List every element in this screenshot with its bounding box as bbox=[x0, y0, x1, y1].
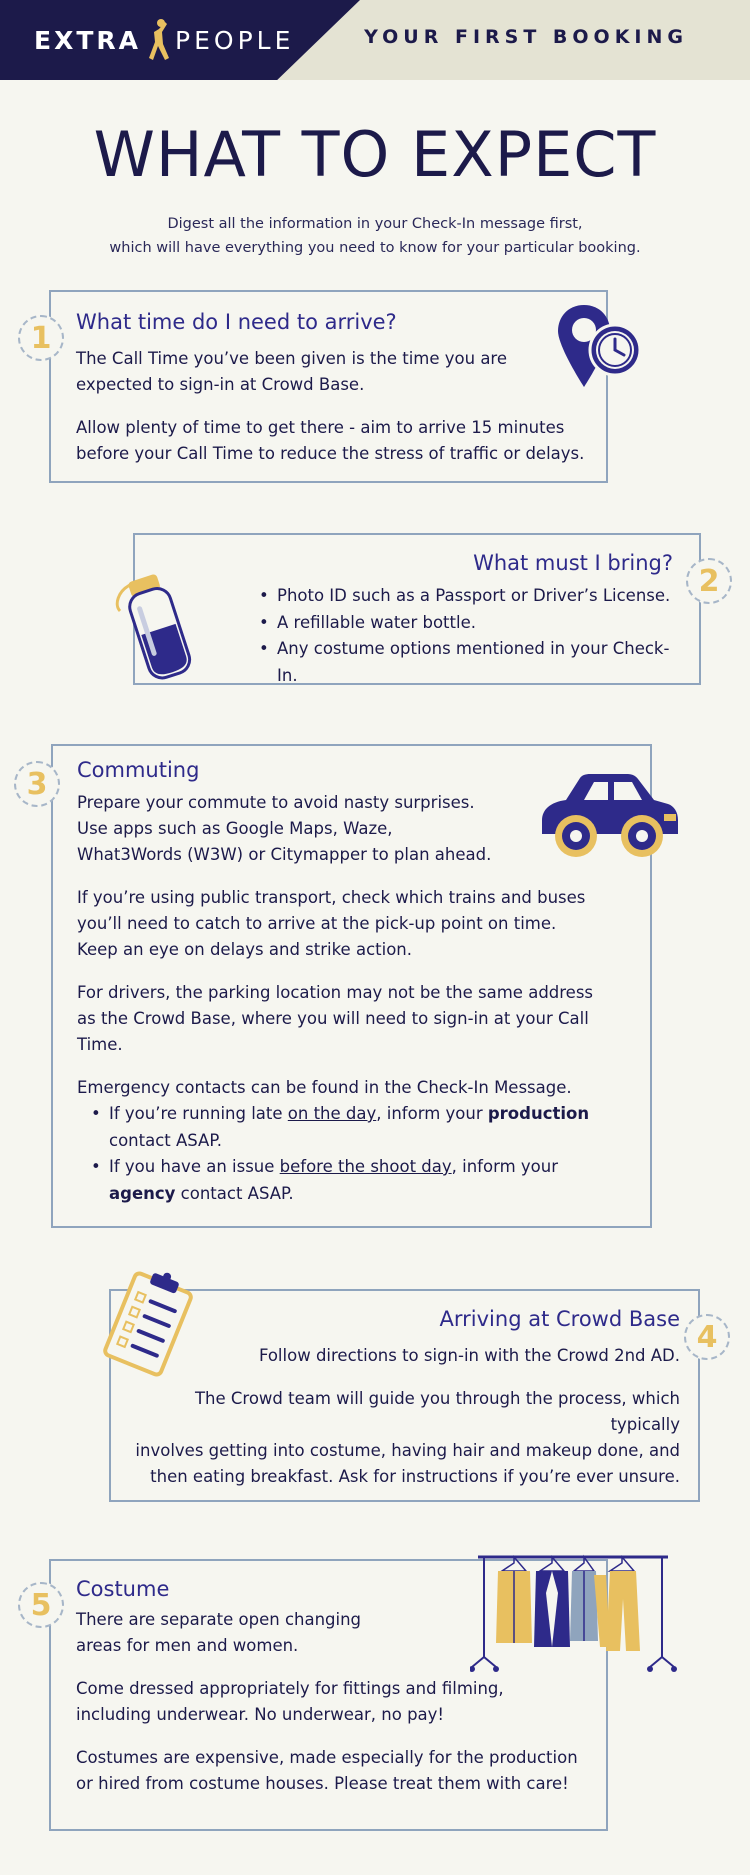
car-icon bbox=[536, 772, 682, 858]
logo-text-people: PEOPLE bbox=[175, 25, 295, 55]
section-title: What must I bring? bbox=[473, 551, 673, 575]
section-paragraph: The Call Time you’ve been given is the time you are expected to sign-in at Crowd Base. bbox=[76, 349, 507, 394]
header-title: YOUR FIRST BOOKING bbox=[364, 26, 688, 48]
header-bar bbox=[0, 0, 750, 80]
section-arrival-time bbox=[49, 290, 608, 483]
list-item: • Any costume options mentioned in your Check-In. bbox=[259, 636, 673, 689]
step-number-badge: 1 bbox=[18, 315, 64, 361]
section-title: Costume bbox=[76, 1577, 170, 1601]
clothes-rack-icon bbox=[470, 1551, 680, 1677]
extra-people-logo[interactable] bbox=[34, 14, 294, 66]
section-what-to-bring bbox=[133, 533, 701, 685]
step-number-badge: 5 bbox=[18, 1582, 64, 1628]
section-paragraph: For drivers, the parking location may not be the same address as the Crowd Base, where you will need to sign-in at your Call Time. bbox=[77, 983, 594, 1054]
step-number-badge: 2 bbox=[686, 558, 732, 604]
list-item: • Photo ID such as a Passport or Driver’s License. bbox=[259, 583, 673, 610]
section-paragraph: Emergency contacts can be found in the Check-In Message. bbox=[77, 1078, 572, 1097]
intro-line: which will have everything you need to know for your particular booking. bbox=[109, 240, 641, 256]
section-paragraph: Follow directions to sign-in with the Crowd 2nd AD. bbox=[258, 1346, 680, 1365]
section-paragraph: There are separate open changing areas for men and women. bbox=[76, 1610, 362, 1655]
bring-list bbox=[259, 583, 673, 689]
contacts-list bbox=[91, 1101, 630, 1207]
clipboard-checklist-icon bbox=[96, 1268, 200, 1380]
list-item: • A refillable water bottle. bbox=[259, 610, 673, 637]
water-bottle-icon bbox=[112, 571, 194, 683]
page-title: WHAT TO EXPECT bbox=[93, 118, 657, 191]
list-item: • If you’re running late on the day, inform your production contact ASAP. bbox=[91, 1101, 630, 1154]
section-title: Commuting bbox=[77, 758, 200, 782]
section-paragraph: Costumes are expensive, made especially for the production or hired from costume houses. Please treat them with care! bbox=[76, 1748, 578, 1793]
section-paragraph: Allow plenty of time to get there - aim to arrive 15 minutes before your Call Time to reduce the stress of traffic or delays. bbox=[76, 418, 585, 463]
location-clock-icon bbox=[556, 303, 644, 389]
section-title: Arriving at Crowd Base bbox=[439, 1307, 680, 1331]
section-paragraph: Come dressed appropriately for fittings and filming, including underwear. No underwear, no pay! bbox=[76, 1679, 504, 1724]
section-title: What time do I need to arrive? bbox=[76, 310, 397, 334]
step-number-badge: 4 bbox=[684, 1314, 730, 1360]
section-paragraph: The Crowd team will guide you through the process, which typically involves getting into costume, having hair and makeup done, and then eating breakfast. Ask for instructions if you’re ever unsure. bbox=[135, 1389, 680, 1486]
figure-logo-icon bbox=[145, 18, 171, 62]
step-number-badge: 3 bbox=[14, 761, 60, 807]
section-paragraph: If you’re using public transport, check which trains and buses you’ll need to catch to arrive at the pick-up point on time. Keep an eye on delays and strike action. bbox=[77, 888, 586, 959]
section-paragraph: Prepare your commute to avoid nasty surprises. Use apps such as Google Maps, Waze, What3Words (W3W) or Citymapper to plan ahead. bbox=[77, 793, 492, 864]
logo-text-extra: EXTRA bbox=[34, 25, 142, 55]
intro-line: Digest all the information in your Check-In message first, bbox=[167, 216, 583, 232]
intro-text bbox=[75, 212, 675, 260]
list-item: • If you have an issue before the shoot day, inform your agency contact ASAP. bbox=[91, 1154, 630, 1207]
